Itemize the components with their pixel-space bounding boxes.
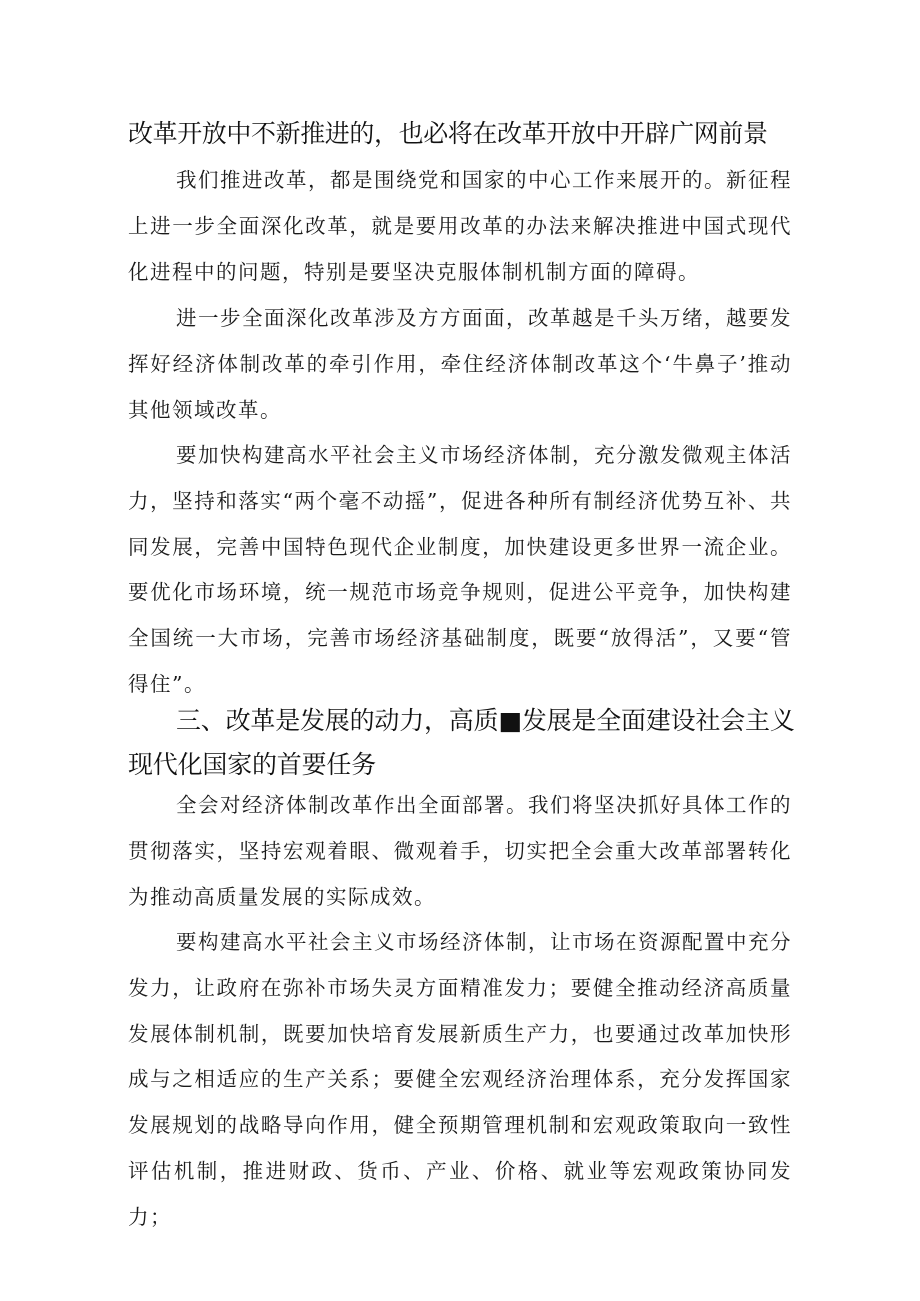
section-heading-three: 三、改革是发展的动力，高质■发展是全面建设社会主义现代化国家的首要任务 bbox=[128, 706, 795, 779]
body-paragraph: 进一步全面深化改革涉及方方面面，改革越是千头万绪，越要发挥好经济体制改革的牵引作用，牵住经济体制改革这个‘牛鼻子’推动其他领域改革。 bbox=[128, 306, 792, 422]
body-paragraph: 全会对经济体制改革作出全面部署。我们将坚决抓好具体工作的贯彻落实，坚持宏观着眼、微观着手，切实把全会重大改革部署转化为推动高质量发展的实际成效。 bbox=[128, 793, 792, 909]
body-paragraph: 我们推进改革，都是围绕党和国家的中心工作来展开的。新征程上进一步全面深化改革，就是要用改革的办法来解决推进中国式现代化进程中的问题，特别是要坚决克服体制机制方面的障碍。 bbox=[128, 168, 792, 284]
section-heading: 改革开放中不新推进的，也必将在改革开放中开辟广网前景 bbox=[128, 119, 768, 148]
body-paragraph: 要加快构建高水平社会主义市场经济体制，充分激发微观主体活力，坚持和落实“两个毫不动摇”，促进各种所有制经济优势互补、共同发展，完善中国特色现代企业制度，加快建设更多世界一流企业。要优化市场环境，统一规范市场竞争规则，促进公平竞争，加快构建全国统一大市场，完善市场经济基础制度，既要“放得活”，又要“管得住”。 bbox=[128, 443, 792, 696]
body-paragraph: 要构建高水平社会主义市场经济体制，让市场在资源配置中充分发力，让政府在弥补市场失灵方面精准发力；要健全推动经济高质量发展体制机制，既要加快培育发展新质生产力，也要通过改革加快形成与之相适应的生产关系；要健全宏观经济治理体系，充分发挥国家发展规划的战略导向作用，健全预期管理机制和宏观政策取向一致性评估机制，推进财政、货币、产业、价格、就业等宏观政策协同发力； bbox=[128, 930, 792, 1229]
